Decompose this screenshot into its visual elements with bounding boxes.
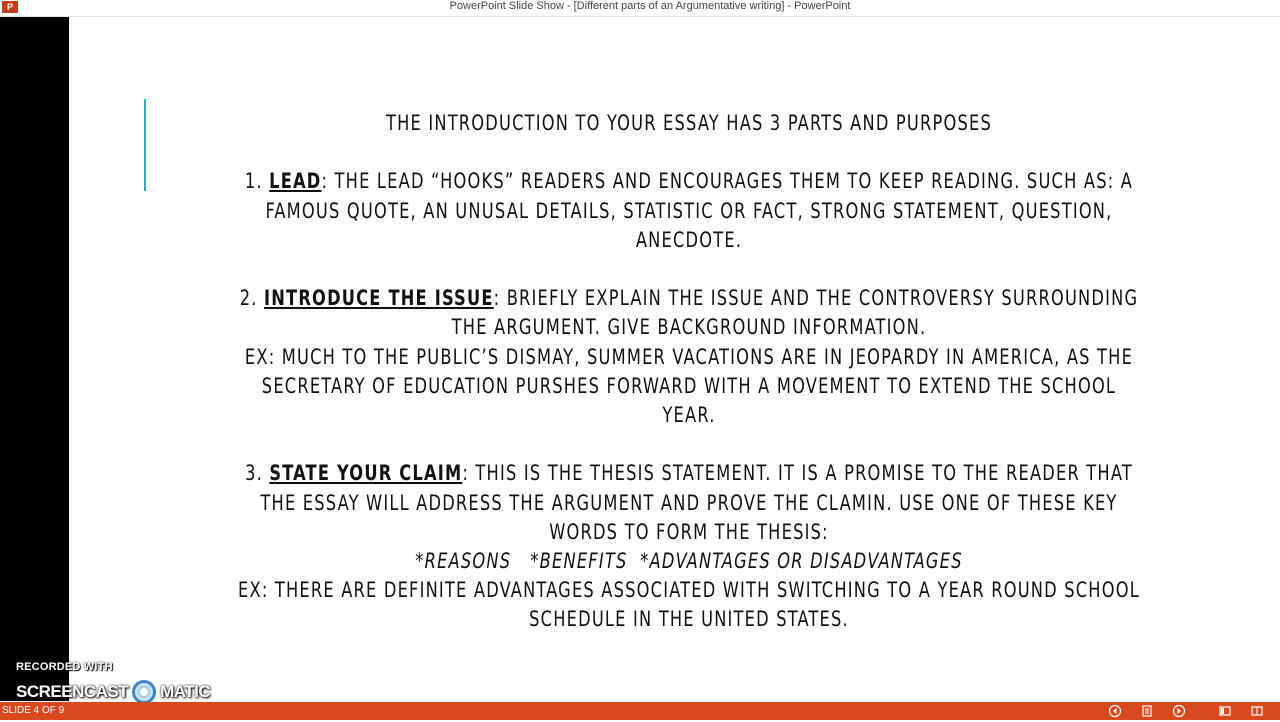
point-number: 1. — [244, 169, 270, 194]
point-text: : THIS IS THE THESIS STATEMENT. IT IS A PROMISE TO THE READER THAT THE ESSAY WILL ADDRESS THE ARGUMENT AND PROVE THE CLAMIN. USE ONE OF THESE KEY WORDS TO FORM THE THESIS: — [260, 461, 1133, 544]
point-number: 3. — [245, 461, 270, 486]
recorded-with-label: RECORDED WITH — [16, 661, 113, 673]
point-example: EX: THERE ARE DEFINITE ADVANTAGES ASSOCIATED WITH SWITCHING TO A YEAR ROUND SCHOOL SCHEDULE IN THE UNITED STATES. — [238, 578, 1140, 632]
letterbox-left — [0, 17, 69, 701]
window-title: PowerPoint Slide Show - [Different parts of an Argumentative writing] - PowerPoint — [449, 0, 851, 12]
reading-view-icon[interactable] — [1250, 704, 1264, 718]
previous-icon[interactable] — [1108, 704, 1122, 718]
status-bar — [0, 702, 1280, 720]
point-keyword: LEAD — [269, 169, 322, 194]
point-number: 2. — [239, 286, 264, 311]
point-lead — [233, 167, 1145, 255]
next-icon[interactable] — [1172, 704, 1186, 718]
slide-counter: SLIDE 4 OF 9 — [2, 705, 65, 716]
point-keyword: INTRODUCE THE ISSUE — [263, 286, 494, 311]
menu-icon[interactable] — [1140, 704, 1154, 718]
thesis-keywords: *REASONS *BENEFITS *ADVANTAGES OR DISADVANTAGES — [415, 549, 963, 573]
point-text: : BRIEFLY EXPLAIN THE ISSUE AND THE CONTROVERSY SURROUNDING THE ARGUMENT. GIVE BACKGROUND INFORMATION. — [451, 286, 1139, 340]
record-lens-icon — [132, 680, 156, 704]
slide-heading: THE INTRODUCTION TO YOUR ESSAY HAS 3 PARTS AND PURPOSES — [385, 111, 993, 135]
slide-body — [233, 109, 1145, 635]
screencast-o-matic-logo — [16, 680, 210, 704]
powerpoint-app-icon[interactable]: P — [2, 1, 18, 13]
logo-text-left: SCREENCAST — [16, 682, 129, 701]
slide-canvas[interactable] — [69, 17, 1280, 701]
point-text: : THE LEAD “HOOKS” READERS AND ENCOURAGES THEM TO KEEP READING. SUCH AS: A FAMOUS QUOTE, AN UNUSAL DETAILS, STATISTIC OR FACT, STRONG STATEMENT, QUESTION, ANECDOTE. — [265, 169, 1134, 252]
point-claim — [233, 459, 1145, 547]
logo-text-right: MATIC — [160, 682, 211, 701]
normal-view-icon[interactable] — [1218, 704, 1232, 718]
point-keyword: STATE YOUR CLAIM — [269, 461, 463, 486]
slide-accent-line — [144, 99, 146, 191]
title-bar — [0, 0, 1280, 17]
point-example: EX: MUCH TO THE PUBLIC’S DISMAY, SUMMER VACATIONS ARE IN JEOPARDY IN AMERICA, AS THE SECRETARY OF EDUCATION PURSHES FORWARD WITH A MOVEMENT TO EXTEND THE SCHOOL YEAR. — [244, 344, 1134, 427]
point-issue — [233, 284, 1145, 342]
